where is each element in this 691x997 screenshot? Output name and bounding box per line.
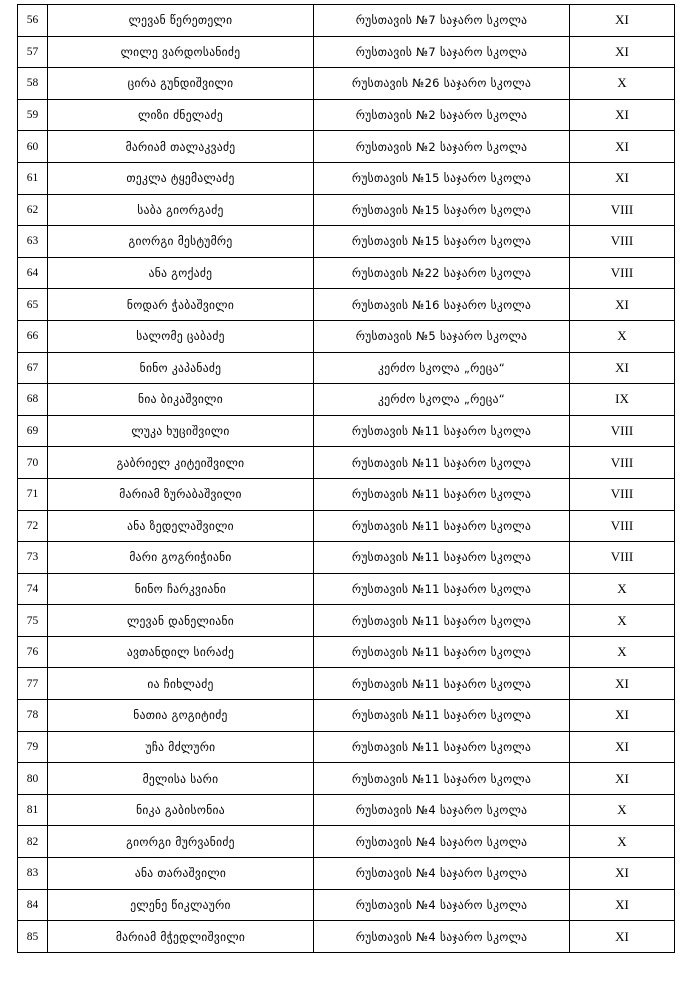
school-name: რუსთავის №15 საჯარო სკოლა [314, 194, 570, 226]
grade-level: XI [570, 858, 675, 890]
grade-level: X [570, 605, 675, 637]
row-number: 84 [18, 889, 48, 921]
school-name: რუსთავის №11 საჯარო სკოლა [314, 605, 570, 637]
table-row [18, 826, 675, 858]
student-name: სალომე ცაბაძე [48, 320, 314, 352]
table-row [18, 320, 675, 352]
table-row [18, 668, 675, 700]
school-name: რუსთავის №2 საჯარო სკოლა [314, 131, 570, 163]
row-number: 59 [18, 99, 48, 131]
grade-level: VIII [570, 542, 675, 574]
school-name: რუსთავის №11 საჯარო სკოლა [314, 700, 570, 732]
school-name: რუსთავის №11 საჯარო სკოლა [314, 542, 570, 574]
grade-level: X [570, 573, 675, 605]
student-name: გიორგი მესტუმრე [48, 226, 314, 258]
school-name: რუსთავის №15 საჯარო სკოლა [314, 226, 570, 258]
school-name: რუსთავის №4 საჯარო სკოლა [314, 889, 570, 921]
table-row [18, 763, 675, 795]
school-name: რუსთავის №11 საჯარო სკოლა [314, 636, 570, 668]
student-name: თეკლა ტყემალაძე [48, 162, 314, 194]
student-name: ნინო კაპანაძე [48, 352, 314, 384]
row-number: 81 [18, 794, 48, 826]
row-number: 74 [18, 573, 48, 605]
row-number: 68 [18, 384, 48, 416]
grade-level: X [570, 68, 675, 100]
table-row [18, 194, 675, 226]
school-name: რუსთავის №11 საჯარო სკოლა [314, 478, 570, 510]
school-name: კერძო სკოლა „რეცა“ [314, 384, 570, 416]
grade-level: VIII [570, 257, 675, 289]
table-row [18, 542, 675, 574]
school-name: რუსთავის №7 საჯარო სკოლა [314, 5, 570, 37]
school-name: რუსთავის №11 საჯარო სკოლა [314, 763, 570, 795]
school-name: რუსთავის №11 საჯარო სკოლა [314, 415, 570, 447]
school-name: რუსთავის №15 საჯარო სკოლა [314, 162, 570, 194]
student-name: გაბრიელ კიტეიშვილი [48, 447, 314, 479]
school-name: რუსთავის №11 საჯარო სკოლა [314, 668, 570, 700]
student-name: მარიამ თალაკვაძე [48, 131, 314, 163]
student-name: ნოდარ ჭაბაშვილი [48, 289, 314, 321]
grade-level: X [570, 826, 675, 858]
table-row [18, 605, 675, 637]
student-name: ანა თარაშვილი [48, 858, 314, 890]
table-row [18, 700, 675, 732]
student-name: საბა გიორგაძე [48, 194, 314, 226]
row-number: 80 [18, 763, 48, 795]
table-row [18, 352, 675, 384]
row-number: 65 [18, 289, 48, 321]
table-row [18, 794, 675, 826]
table-row [18, 289, 675, 321]
student-name: ცირა გუნდიშვილი [48, 68, 314, 100]
table-row [18, 226, 675, 258]
grade-level: XI [570, 289, 675, 321]
grade-level: IX [570, 384, 675, 416]
student-name: ნინო ჩარკვიანი [48, 573, 314, 605]
student-name: მელისა სარი [48, 763, 314, 795]
row-number: 76 [18, 636, 48, 668]
grade-level: X [570, 636, 675, 668]
school-name: რუსთავის №26 საჯარო სკოლა [314, 68, 570, 100]
participants-table-body [18, 5, 675, 953]
student-name: გიორგი მურვანიძე [48, 826, 314, 858]
table-row [18, 384, 675, 416]
table-row [18, 636, 675, 668]
row-number: 57 [18, 36, 48, 68]
row-number: 75 [18, 605, 48, 637]
grade-level: X [570, 320, 675, 352]
grade-level: XI [570, 162, 675, 194]
grade-level: VIII [570, 415, 675, 447]
grade-level: XI [570, 99, 675, 131]
student-name: ანა ზედელაშვილი [48, 510, 314, 542]
row-number: 85 [18, 921, 48, 953]
grade-level: XI [570, 731, 675, 763]
student-name: მარიამ მჭედლიშვილი [48, 921, 314, 953]
table-row [18, 131, 675, 163]
table-row [18, 731, 675, 763]
table-row [18, 889, 675, 921]
row-number: 82 [18, 826, 48, 858]
school-name: რუსთავის №16 საჯარო სკოლა [314, 289, 570, 321]
school-name: რუსთავის №4 საჯარო სკოლა [314, 921, 570, 953]
school-name: რუსთავის №4 საჯარო სკოლა [314, 826, 570, 858]
table-row [18, 257, 675, 289]
grade-level: VIII [570, 226, 675, 258]
student-name: მარი გოგრიჭიანი [48, 542, 314, 574]
grade-level: XI [570, 5, 675, 37]
school-name: რუსთავის №4 საჯარო სკოლა [314, 794, 570, 826]
row-number: 78 [18, 700, 48, 732]
table-row [18, 921, 675, 953]
row-number: 77 [18, 668, 48, 700]
table-row [18, 5, 675, 37]
school-name: რუსთავის №4 საჯარო სკოლა [314, 858, 570, 890]
student-name: ავთანდილ სირაძე [48, 636, 314, 668]
school-name: რუსთავის №5 საჯარო სკოლა [314, 320, 570, 352]
row-number: 63 [18, 226, 48, 258]
student-name: ია ჩიხლაძე [48, 668, 314, 700]
school-name: რუსთავის №11 საჯარო სკოლა [314, 447, 570, 479]
grade-level: VIII [570, 510, 675, 542]
student-name: ლევან წერეთელი [48, 5, 314, 37]
table-row [18, 478, 675, 510]
grade-level: XI [570, 889, 675, 921]
row-number: 67 [18, 352, 48, 384]
row-number: 58 [18, 68, 48, 100]
table-row [18, 162, 675, 194]
row-number: 73 [18, 542, 48, 574]
student-name: ნია ბიკაშვილი [48, 384, 314, 416]
student-name: ლილე ვარდოსანიძე [48, 36, 314, 68]
student-name: ნიკა გაბისონია [48, 794, 314, 826]
grade-level: XI [570, 36, 675, 68]
school-name: რუსთავის №22 საჯარო სკოლა [314, 257, 570, 289]
school-name: რუსთავის №2 საჯარო სკოლა [314, 99, 570, 131]
student-name: ელენე წიკლაური [48, 889, 314, 921]
student-name: ნათია გოგიტიძე [48, 700, 314, 732]
student-name: ლუკა ხუციშვილი [48, 415, 314, 447]
row-number: 56 [18, 5, 48, 37]
school-name: კერძო სკოლა „რეცა“ [314, 352, 570, 384]
student-name: უჩა მძლური [48, 731, 314, 763]
row-number: 71 [18, 478, 48, 510]
table-row [18, 858, 675, 890]
participants-table [17, 4, 675, 953]
row-number: 60 [18, 131, 48, 163]
grade-level: X [570, 794, 675, 826]
row-number: 70 [18, 447, 48, 479]
row-number: 64 [18, 257, 48, 289]
row-number: 62 [18, 194, 48, 226]
row-number: 66 [18, 320, 48, 352]
row-number: 79 [18, 731, 48, 763]
student-name: ლევან დანელიანი [48, 605, 314, 637]
table-row [18, 415, 675, 447]
grade-level: XI [570, 668, 675, 700]
grade-level: XI [570, 131, 675, 163]
school-name: რუსთავის №11 საჯარო სკოლა [314, 510, 570, 542]
grade-level: XI [570, 700, 675, 732]
row-number: 72 [18, 510, 48, 542]
student-name: ლიზი ძნელაძე [48, 99, 314, 131]
table-row [18, 573, 675, 605]
row-number: 69 [18, 415, 48, 447]
student-name: მარიამ ზურაბაშვილი [48, 478, 314, 510]
grade-level: XI [570, 921, 675, 953]
table-row [18, 510, 675, 542]
grade-level: VIII [570, 478, 675, 510]
school-name: რუსთავის №7 საჯარო სკოლა [314, 36, 570, 68]
grade-level: VIII [570, 447, 675, 479]
row-number: 83 [18, 858, 48, 890]
grade-level: XI [570, 352, 675, 384]
table-row [18, 447, 675, 479]
grade-level: VIII [570, 194, 675, 226]
table-row [18, 68, 675, 100]
table-row [18, 99, 675, 131]
grade-level: XI [570, 763, 675, 795]
school-name: რუსთავის №11 საჯარო სკოლა [314, 573, 570, 605]
row-number: 61 [18, 162, 48, 194]
table-row [18, 36, 675, 68]
student-name: ანა გოქაძე [48, 257, 314, 289]
school-name: რუსთავის №11 საჯარო სკოლა [314, 731, 570, 763]
